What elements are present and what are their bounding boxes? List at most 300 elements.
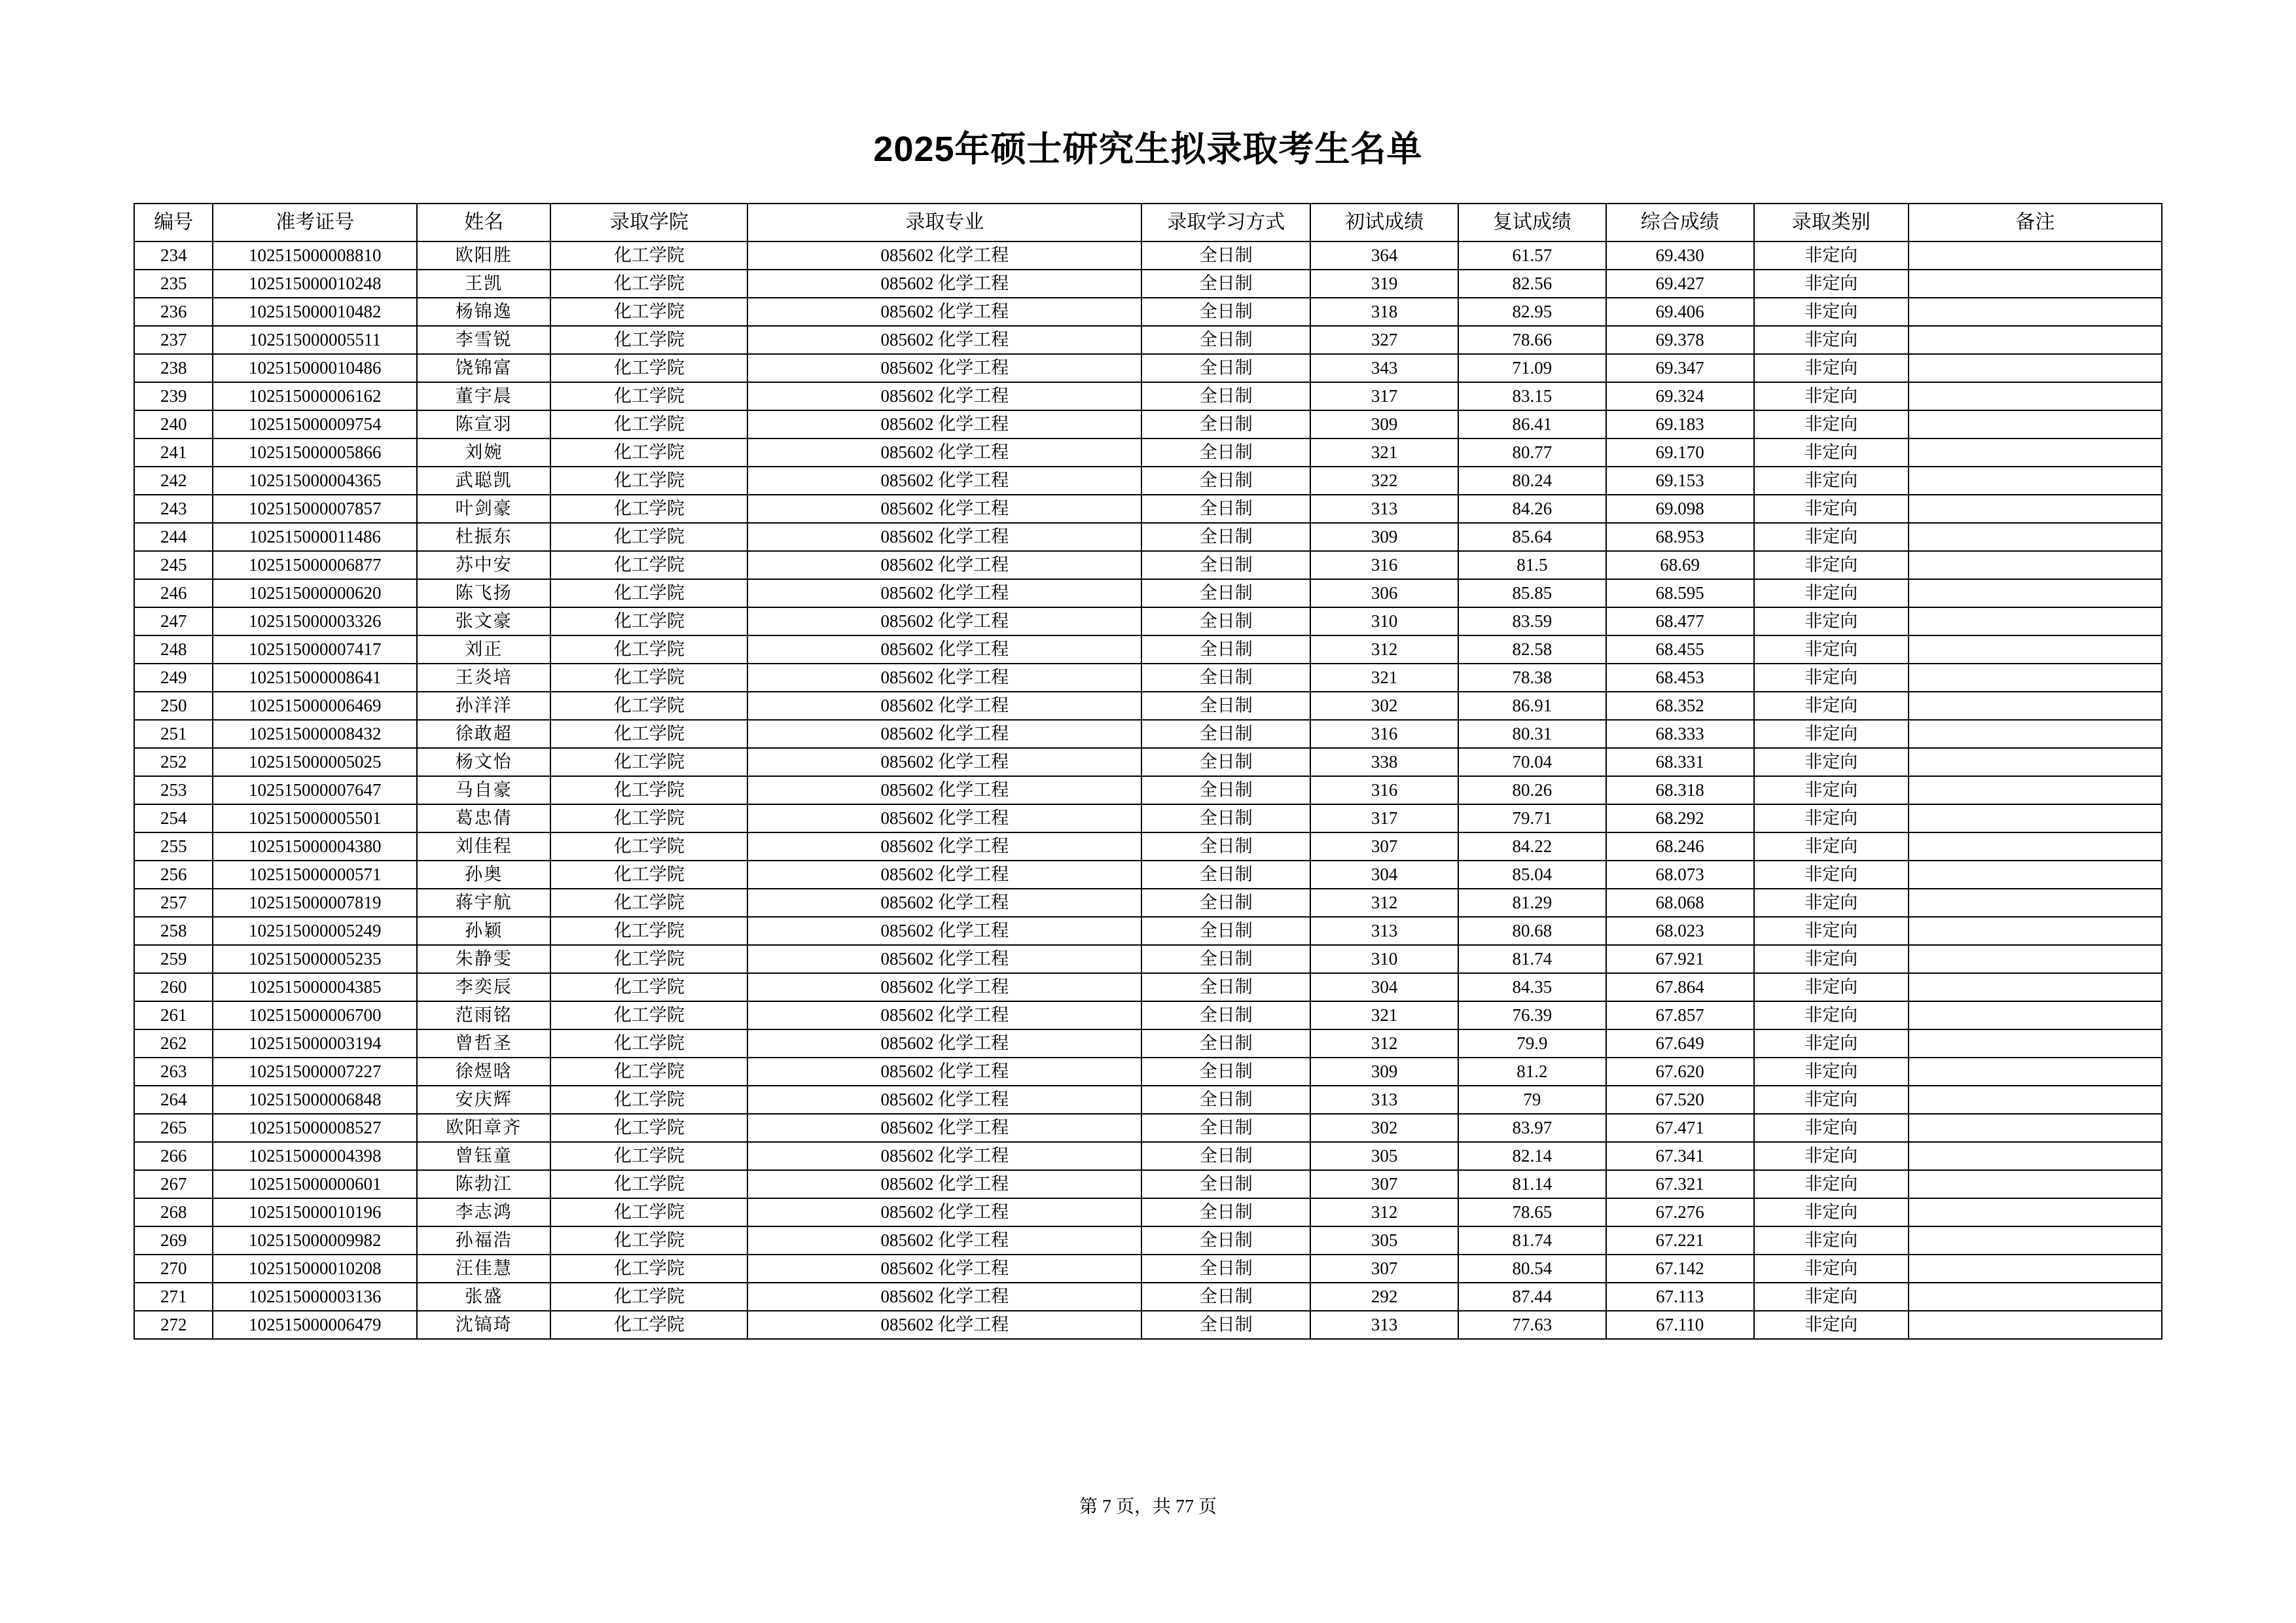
cell-study-mode: 全日制 [1141,945,1310,973]
cell-major: 085602 化学工程 [747,354,1141,382]
cell-college: 化工学院 [550,326,747,354]
cell-ticket: 102515000004398 [213,1142,417,1170]
table-header-row [134,204,2162,241]
cell-first-exam-score: 364 [1310,241,1458,270]
cell-total-score: 68.331 [1606,748,1754,776]
table-row [134,1198,2162,1226]
cell-first-exam-score: 302 [1310,1114,1458,1142]
cell-ticket: 102515000007857 [213,495,417,523]
cell-total-score: 69.324 [1606,382,1754,410]
table-row [134,1001,2162,1029]
cell-no: 260 [134,973,213,1001]
cell-study-mode: 全日制 [1141,298,1310,326]
table-row [134,298,2162,326]
cell-second-exam-score: 85.85 [1458,579,1606,607]
table-row [134,1311,2162,1339]
cell-name: 徐敢超 [417,720,550,748]
cell-admission-type: 非定向 [1754,354,1909,382]
cell-remark [1909,776,2162,804]
cell-second-exam-score: 85.64 [1458,523,1606,551]
column-header-college: 录取学院 [550,204,747,241]
cell-second-exam-score: 81.5 [1458,551,1606,579]
cell-ticket: 102515000010482 [213,298,417,326]
table-row [134,354,2162,382]
cell-total-score: 68.455 [1606,635,1754,664]
cell-admission-type: 非定向 [1754,241,1909,270]
cell-no: 253 [134,776,213,804]
cell-study-mode: 全日制 [1141,1114,1310,1142]
cell-study-mode: 全日制 [1141,1311,1310,1339]
cell-study-mode: 全日制 [1141,354,1310,382]
table-row [134,664,2162,692]
cell-total-score: 69.378 [1606,326,1754,354]
cell-name: 杨锦逸 [417,298,550,326]
cell-second-exam-score: 81.14 [1458,1170,1606,1198]
table-row [134,467,2162,495]
cell-study-mode: 全日制 [1141,1142,1310,1170]
cell-major: 085602 化学工程 [747,467,1141,495]
cell-admission-type: 非定向 [1754,1226,1909,1255]
cell-first-exam-score: 319 [1310,270,1458,298]
cell-total-score: 68.073 [1606,861,1754,889]
cell-first-exam-score: 307 [1310,832,1458,861]
cell-ticket: 102515000003326 [213,607,417,635]
cell-total-score: 68.333 [1606,720,1754,748]
cell-study-mode: 全日制 [1141,467,1310,495]
cell-admission-type: 非定向 [1754,523,1909,551]
cell-college: 化工学院 [550,1226,747,1255]
cell-first-exam-score: 292 [1310,1283,1458,1311]
cell-major: 085602 化学工程 [747,241,1141,270]
cell-major: 085602 化学工程 [747,382,1141,410]
cell-remark [1909,1029,2162,1058]
cell-second-exam-score: 79 [1458,1086,1606,1114]
cell-admission-type: 非定向 [1754,1086,1909,1114]
cell-no: 238 [134,354,213,382]
cell-total-score: 69.098 [1606,495,1754,523]
cell-admission-type: 非定向 [1754,298,1909,326]
cell-no: 235 [134,270,213,298]
cell-admission-type: 非定向 [1754,467,1909,495]
cell-ticket: 102515000003194 [213,1029,417,1058]
cell-college: 化工学院 [550,382,747,410]
table-row [134,1255,2162,1283]
table-row [134,973,2162,1001]
cell-second-exam-score: 76.39 [1458,1001,1606,1029]
table-row [134,1170,2162,1198]
cell-admission-type: 非定向 [1754,326,1909,354]
table-row [134,635,2162,664]
cell-total-score: 67.520 [1606,1086,1754,1114]
cell-first-exam-score: 304 [1310,861,1458,889]
table-row [134,776,2162,804]
cell-second-exam-score: 71.09 [1458,354,1606,382]
cell-name: 欧阳章齐 [417,1114,550,1142]
table-row [134,523,2162,551]
cell-college: 化工学院 [550,241,747,270]
cell-total-score: 69.170 [1606,438,1754,467]
table-row [134,270,2162,298]
cell-first-exam-score: 306 [1310,579,1458,607]
cell-first-exam-score: 313 [1310,1311,1458,1339]
cell-total-score: 68.352 [1606,692,1754,720]
cell-study-mode: 全日制 [1141,692,1310,720]
cell-remark [1909,438,2162,467]
table-row [134,720,2162,748]
cell-remark [1909,692,2162,720]
cell-first-exam-score: 327 [1310,326,1458,354]
cell-total-score: 68.068 [1606,889,1754,917]
cell-total-score: 67.649 [1606,1029,1754,1058]
cell-first-exam-score: 317 [1310,382,1458,410]
cell-ticket: 102515000007417 [213,635,417,664]
cell-remark [1909,354,2162,382]
table-row [134,917,2162,945]
table-row [134,945,2162,973]
cell-college: 化工学院 [550,298,747,326]
cell-ticket: 102515000010208 [213,1255,417,1283]
cell-major: 085602 化学工程 [747,1029,1141,1058]
cell-first-exam-score: 312 [1310,1198,1458,1226]
cell-study-mode: 全日制 [1141,382,1310,410]
cell-no: 271 [134,1283,213,1311]
cell-admission-type: 非定向 [1754,945,1909,973]
cell-remark [1909,579,2162,607]
cell-remark [1909,270,2162,298]
cell-name: 李奕辰 [417,973,550,1001]
cell-name: 沈镐琦 [417,1311,550,1339]
cell-remark [1909,1283,2162,1311]
cell-college: 化工学院 [550,579,747,607]
cell-study-mode: 全日制 [1141,748,1310,776]
cell-major: 085602 化学工程 [747,298,1141,326]
cell-college: 化工学院 [550,467,747,495]
cell-name: 李志鸿 [417,1198,550,1226]
cell-no: 247 [134,607,213,635]
cell-college: 化工学院 [550,495,747,523]
cell-no: 234 [134,241,213,270]
cell-name: 陈勃江 [417,1170,550,1198]
cell-college: 化工学院 [550,1001,747,1029]
cell-remark [1909,241,2162,270]
cell-no: 266 [134,1142,213,1170]
cell-study-mode: 全日制 [1141,1058,1310,1086]
table-row [134,1029,2162,1058]
cell-major: 085602 化学工程 [747,664,1141,692]
cell-major: 085602 化学工程 [747,495,1141,523]
cell-no: 242 [134,467,213,495]
cell-major: 085602 化学工程 [747,326,1141,354]
cell-study-mode: 全日制 [1141,270,1310,298]
cell-admission-type: 非定向 [1754,664,1909,692]
cell-ticket: 102515000008432 [213,720,417,748]
cell-total-score: 67.221 [1606,1226,1754,1255]
cell-college: 化工学院 [550,551,747,579]
cell-college: 化工学院 [550,945,747,973]
cell-second-exam-score: 70.04 [1458,748,1606,776]
cell-ticket: 102515000011486 [213,523,417,551]
cell-study-mode: 全日制 [1141,973,1310,1001]
cell-ticket: 102515000010248 [213,270,417,298]
cell-name: 曾钰童 [417,1142,550,1170]
column-header-admission-type: 录取类别 [1754,204,1909,241]
cell-admission-type: 非定向 [1754,270,1909,298]
cell-remark [1909,382,2162,410]
cell-ticket: 102515000008810 [213,241,417,270]
cell-study-mode: 全日制 [1141,1170,1310,1198]
cell-remark [1909,664,2162,692]
cell-total-score: 68.953 [1606,523,1754,551]
cell-second-exam-score: 82.58 [1458,635,1606,664]
cell-admission-type: 非定向 [1754,1114,1909,1142]
cell-major: 085602 化学工程 [747,410,1141,438]
cell-first-exam-score: 307 [1310,1255,1458,1283]
cell-ticket: 102515000005866 [213,438,417,467]
cell-admission-type: 非定向 [1754,495,1909,523]
cell-first-exam-score: 338 [1310,748,1458,776]
cell-second-exam-score: 61.57 [1458,241,1606,270]
cell-ticket: 102515000006700 [213,1001,417,1029]
cell-first-exam-score: 305 [1310,1142,1458,1170]
cell-name: 曾哲圣 [417,1029,550,1058]
cell-total-score: 68.477 [1606,607,1754,635]
table-header [134,204,2162,241]
cell-name: 孙福浩 [417,1226,550,1255]
cell-college: 化工学院 [550,523,747,551]
cell-second-exam-score: 80.26 [1458,776,1606,804]
cell-first-exam-score: 321 [1310,438,1458,467]
cell-total-score: 67.113 [1606,1283,1754,1311]
cell-name: 张盛 [417,1283,550,1311]
cell-total-score: 67.620 [1606,1058,1754,1086]
cell-first-exam-score: 312 [1310,1029,1458,1058]
cell-second-exam-score: 78.65 [1458,1198,1606,1226]
cell-second-exam-score: 84.22 [1458,832,1606,861]
cell-first-exam-score: 316 [1310,551,1458,579]
cell-first-exam-score: 343 [1310,354,1458,382]
cell-second-exam-score: 82.56 [1458,270,1606,298]
cell-admission-type: 非定向 [1754,1001,1909,1029]
table-row [134,410,2162,438]
cell-second-exam-score: 80.77 [1458,438,1606,467]
table-row [134,607,2162,635]
cell-major: 085602 化学工程 [747,270,1141,298]
cell-name: 董宇晨 [417,382,550,410]
column-header-study-mode: 录取学习方式 [1141,204,1310,241]
cell-name: 蒋宇航 [417,889,550,917]
table-body [134,241,2162,1339]
table-row [134,438,2162,467]
cell-ticket: 102515000008527 [213,1114,417,1142]
cell-name: 杜振东 [417,523,550,551]
cell-ticket: 102515000005235 [213,945,417,973]
cell-study-mode: 全日制 [1141,410,1310,438]
cell-study-mode: 全日制 [1141,664,1310,692]
cell-admission-type: 非定向 [1754,1311,1909,1339]
cell-admission-type: 非定向 [1754,551,1909,579]
cell-total-score: 69.427 [1606,270,1754,298]
cell-second-exam-score: 84.26 [1458,495,1606,523]
cell-major: 085602 化学工程 [747,1142,1141,1170]
cell-name: 刘佳程 [417,832,550,861]
cell-major: 085602 化学工程 [747,945,1141,973]
cell-study-mode: 全日制 [1141,889,1310,917]
cell-no: 243 [134,495,213,523]
cell-name: 李雪锐 [417,326,550,354]
cell-remark [1909,1198,2162,1226]
cell-name: 汪佳慧 [417,1255,550,1283]
cell-study-mode: 全日制 [1141,1226,1310,1255]
cell-no: 236 [134,298,213,326]
cell-ticket: 102515000005501 [213,804,417,832]
roster-table-container [134,203,2162,1340]
cell-no: 256 [134,861,213,889]
cell-first-exam-score: 310 [1310,945,1458,973]
cell-major: 085602 化学工程 [747,607,1141,635]
cell-first-exam-score: 317 [1310,804,1458,832]
cell-college: 化工学院 [550,1029,747,1058]
cell-ticket: 102515000000601 [213,1170,417,1198]
cell-no: 270 [134,1255,213,1283]
cell-ticket: 102515000005249 [213,917,417,945]
cell-no: 239 [134,382,213,410]
cell-second-exam-score: 81.74 [1458,1226,1606,1255]
cell-college: 化工学院 [550,607,747,635]
cell-name: 刘婉 [417,438,550,467]
cell-ticket: 102515000007647 [213,776,417,804]
cell-name: 葛忠倩 [417,804,550,832]
cell-ticket: 102515000004380 [213,832,417,861]
cell-study-mode: 全日制 [1141,438,1310,467]
table-row [134,579,2162,607]
cell-admission-type: 非定向 [1754,889,1909,917]
cell-name: 陈飞扬 [417,579,550,607]
cell-study-mode: 全日制 [1141,776,1310,804]
table-row [134,1086,2162,1114]
cell-admission-type: 非定向 [1754,382,1909,410]
cell-major: 085602 化学工程 [747,973,1141,1001]
cell-no: 263 [134,1058,213,1086]
cell-major: 085602 化学工程 [747,579,1141,607]
cell-no: 259 [134,945,213,973]
cell-name: 安庆辉 [417,1086,550,1114]
cell-major: 085602 化学工程 [747,832,1141,861]
cell-study-mode: 全日制 [1141,495,1310,523]
cell-no: 268 [134,1198,213,1226]
column-header-total-score: 综合成绩 [1606,204,1754,241]
cell-study-mode: 全日制 [1141,804,1310,832]
cell-remark [1909,607,2162,635]
cell-first-exam-score: 307 [1310,1170,1458,1198]
cell-major: 085602 化学工程 [747,804,1141,832]
cell-remark [1909,551,2162,579]
table-row [134,1226,2162,1255]
cell-study-mode: 全日制 [1141,523,1310,551]
cell-major: 085602 化学工程 [747,551,1141,579]
table-row [134,1058,2162,1086]
cell-major: 085602 化学工程 [747,748,1141,776]
cell-second-exam-score: 82.14 [1458,1142,1606,1170]
cell-no: 252 [134,748,213,776]
page-footer: 第 7 页，共 77 页 [1079,1497,1217,1517]
cell-remark [1909,635,2162,664]
cell-name: 苏中安 [417,551,550,579]
cell-major: 085602 化学工程 [747,1086,1141,1114]
cell-total-score: 68.69 [1606,551,1754,579]
column-header-second-exam-score: 复试成绩 [1458,204,1606,241]
cell-first-exam-score: 305 [1310,1226,1458,1255]
cell-college: 化工学院 [550,1283,747,1311]
cell-remark [1909,973,2162,1001]
cell-major: 085602 化学工程 [747,635,1141,664]
cell-second-exam-score: 80.68 [1458,917,1606,945]
cell-admission-type: 非定向 [1754,1058,1909,1086]
cell-second-exam-score: 81.2 [1458,1058,1606,1086]
cell-study-mode: 全日制 [1141,551,1310,579]
cell-remark [1909,720,2162,748]
cell-no: 255 [134,832,213,861]
cell-ticket: 102515000006877 [213,551,417,579]
cell-ticket: 102515000003136 [213,1283,417,1311]
cell-second-exam-score: 80.24 [1458,467,1606,495]
cell-admission-type: 非定向 [1754,607,1909,635]
cell-ticket: 102515000005025 [213,748,417,776]
cell-total-score: 68.318 [1606,776,1754,804]
table-row [134,889,2162,917]
cell-study-mode: 全日制 [1141,241,1310,270]
cell-ticket: 102515000006848 [213,1086,417,1114]
table-row [134,1283,2162,1311]
cell-name: 王凯 [417,270,550,298]
cell-remark [1909,1086,2162,1114]
cell-name: 张文豪 [417,607,550,635]
cell-ticket: 102515000005511 [213,326,417,354]
cell-ticket: 102515000006479 [213,1311,417,1339]
cell-college: 化工学院 [550,635,747,664]
cell-name: 欧阳胜 [417,241,550,270]
cell-first-exam-score: 312 [1310,889,1458,917]
table-row [134,832,2162,861]
cell-first-exam-score: 316 [1310,720,1458,748]
column-header-remark: 备注 [1909,204,2162,241]
cell-first-exam-score: 309 [1310,410,1458,438]
cell-college: 化工学院 [550,664,747,692]
cell-major: 085602 化学工程 [747,692,1141,720]
cell-college: 化工学院 [550,720,747,748]
cell-study-mode: 全日制 [1141,1255,1310,1283]
cell-college: 化工学院 [550,973,747,1001]
cell-second-exam-score: 80.31 [1458,720,1606,748]
cell-second-exam-score: 87.44 [1458,1283,1606,1311]
table-row [134,551,2162,579]
cell-ticket: 102515000007227 [213,1058,417,1086]
cell-second-exam-score: 83.97 [1458,1114,1606,1142]
cell-admission-type: 非定向 [1754,635,1909,664]
cell-no: 267 [134,1170,213,1198]
cell-no: 245 [134,551,213,579]
cell-college: 化工学院 [550,692,747,720]
cell-remark [1909,1001,2162,1029]
cell-remark [1909,298,2162,326]
cell-no: 251 [134,720,213,748]
cell-study-mode: 全日制 [1141,607,1310,635]
cell-major: 085602 化学工程 [747,776,1141,804]
cell-remark [1909,467,2162,495]
cell-name: 朱静雯 [417,945,550,973]
cell-remark [1909,804,2162,832]
cell-second-exam-score: 86.91 [1458,692,1606,720]
cell-total-score: 68.453 [1606,664,1754,692]
